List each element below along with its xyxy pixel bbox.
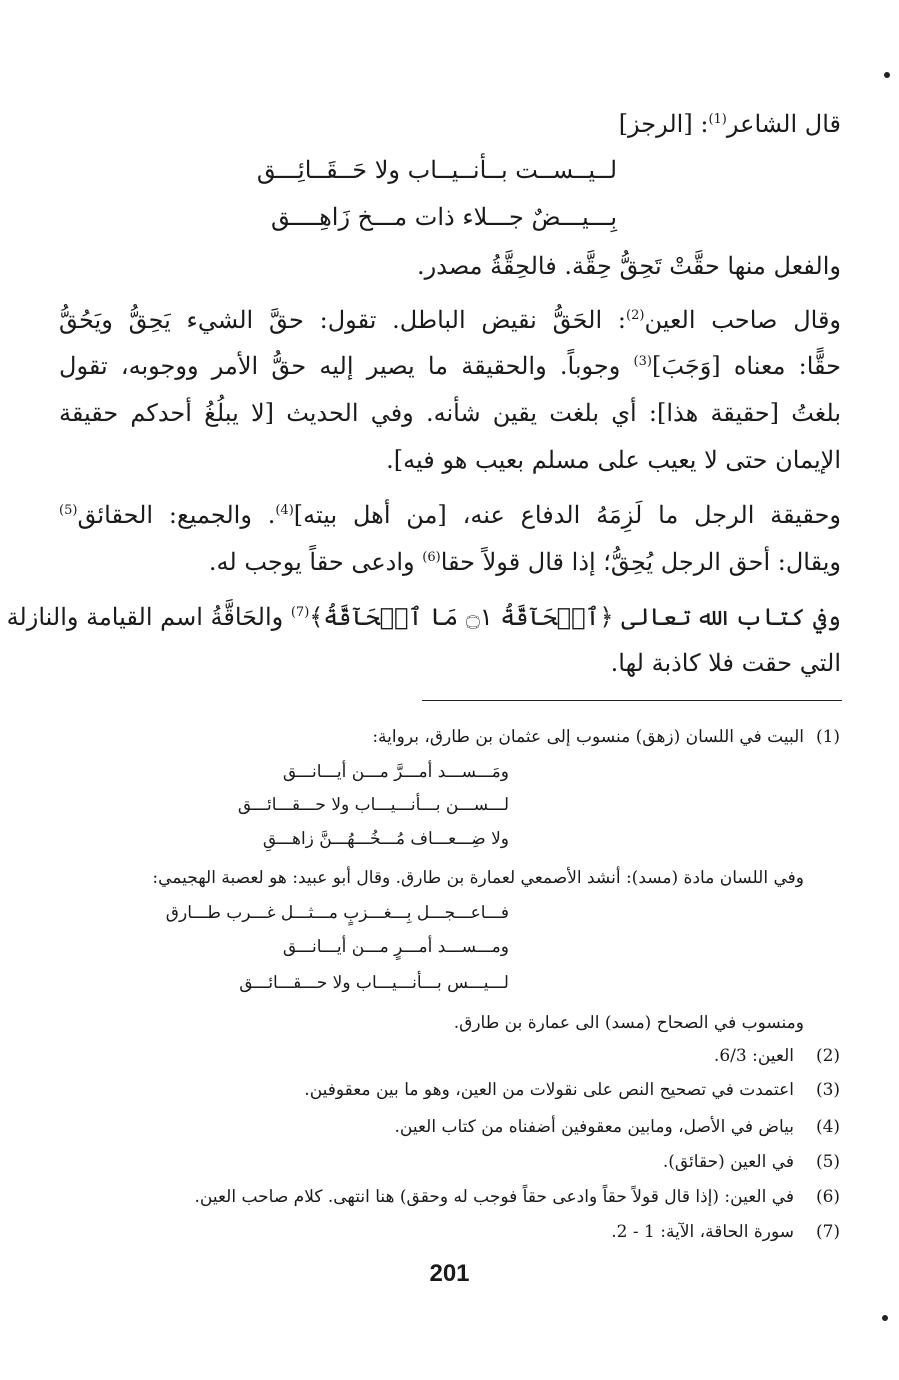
p3-l1-part-a: وحقيقة الرجل ما لَزِمَهُ الدفاع عنه، [من أهل بيته]: [293, 501, 841, 529]
footnote-2-text: العين: 6/3.: [713, 1046, 794, 1066]
footnote-1-text-2: وفي اللسان مادة (مسد): أنشد الأصمعي لعمارة بن طارق. وقال أبو عبيد: هو لعصبة الهجيمي:: [152, 868, 804, 888]
p2-l1-part-a: وقال صاحب العين: [644, 306, 842, 334]
footnote-1-verse-4: فـــاعـــجـــل بِـــغـــزبٍ مـــثـــل غـــرب طـــارق: [165, 903, 509, 923]
scan-mark-bottom: [882, 1315, 888, 1321]
footnote-number-4: (4): [815, 1117, 841, 1137]
footnote-number-6: (6): [815, 1187, 841, 1207]
footnote-ref-3: (3): [633, 354, 652, 369]
footnote-1-verse-5: ومـــســـد أمـــرٍ مـــن أيـــانـــق: [282, 937, 509, 957]
page-number: 201: [429, 1260, 470, 1287]
footnote-1-text: البيت في اللسان (زهق) منسوب إلى عثمان بن طارق، برواية:: [372, 727, 804, 747]
footnote-ref-5: (5): [59, 503, 78, 518]
poet-meter: : [الرجز]: [618, 110, 709, 138]
paragraph-2-line-2: [59, 352, 841, 380]
footnote-ref-2: (2): [626, 308, 645, 323]
p3-l2-part-b: وادعى حقاً يوجب له.: [208, 548, 423, 576]
footnote-ref-7: (7): [290, 605, 310, 620]
scan-mark-top: [884, 72, 890, 78]
footnote-1-verse-1: ومَـــســـد أمـــرَّ مـــن أيـــانـــق: [282, 762, 509, 782]
footnote-number-1: (1): [815, 727, 841, 747]
p4-l1-part-b: والحَاقَّةُ اسم القيامة والنازلة: [6, 603, 291, 631]
footnote-1-verse-3: ولا ضِـــعـــاف مُـــخُـــهُـــنَّ زاهـــقِ: [262, 829, 509, 849]
p4-l1-part-a: وفي كتاب الله تعالى ﴿ٱلۡحَآقَّةُ ۝١ مَا ٱلۡحَآقَّةُ﴾: [309, 603, 841, 631]
footnote-number-5: (5): [815, 1152, 841, 1172]
footnote-7-text: سورة الحاقة، الآية: 1 - 2.: [611, 1222, 794, 1242]
footnote-ref-4: (4): [275, 503, 294, 518]
paragraph-2-line-4: الإيمان حتى لا يعيب على مسلم بعيب هو فيه].: [386, 446, 841, 474]
p2-l2-part-b: وجوباً. والحقيقة ما يصير إليه حقُّ الأمر ووجوبه، تقول: [59, 352, 634, 380]
p2-l2-part-a: حقًّا: معناه [وَجَبَ]: [651, 352, 841, 380]
p2-l1-part-b: : الحَقُّ نقيض الباطل. تقول: حقَّ الشيء يَحِقُّ ويَحُقُّ: [59, 306, 627, 334]
paragraph-2-line-1: [59, 306, 841, 334]
footnote-6-text: في العين: (إذا قال قولاً حقاً وادعى حقاً فوجب له وحقق) هنا انتهى. كلام صاحب العين.: [194, 1187, 794, 1207]
footnote-ref-6: (6): [422, 550, 441, 565]
footnote-4-text: بياض في الأصل، ومابين معقوفين أضفناه من كتاب العين.: [394, 1117, 794, 1137]
footnote-1-verse-2: لـــســـن بـــأنـــيـــاب ولا حـــقـــائـــق: [237, 795, 509, 815]
verse-line-1: لــيــســت بــأنــيــاب ولا حَــقَــائِـــق: [256, 156, 617, 184]
poet-intro-text: قال الشاعر: [726, 110, 841, 138]
footnote-5-text: في العين (حقائق).: [662, 1152, 794, 1172]
poet-intro: [619, 110, 841, 138]
footnote-3-text: اعتمدت في تصحيح النص على نقولات من العين، وهو ما بين معقوفين.: [304, 1080, 794, 1100]
p3-l2-part-a: ويقال: أحق الرجل يُحِقُّ؛ إذا قال قولاً حقا: [440, 548, 841, 576]
footnote-number-7: (7): [815, 1222, 841, 1242]
footnote-1-verse-6: لـــيـــس بـــأنـــيـــاب ولا حـــقـــائـــق: [239, 973, 509, 993]
footnote-ref-1: (1): [708, 112, 727, 127]
footnote-1-text-3: ومنسوب في الصحاح (مسد) الى عمارة بن طارق.: [453, 1013, 804, 1033]
paragraph-4-line-1: [6, 603, 841, 631]
p3-l1-part-b: . والجميع: الحقائق: [77, 501, 276, 529]
footnote-number-2: (2): [815, 1046, 841, 1066]
verb-line: والفعل منها حقَّتْ تَحِقُّ حِقَّة. فالحِقَّةُ مصدر.: [417, 252, 841, 280]
paragraph-3-line-2: [59, 548, 841, 576]
paragraph-2-line-3: بلغتُ [حقيقة هذا]: أي بلغت يقين شأنه. وفي الحديث [لا يبلُغُ أحدكم حقيقة: [59, 399, 841, 427]
footnote-separator: [422, 700, 842, 701]
paragraph-4-line-2: التي حقت فلا كاذبة لها.: [610, 649, 841, 677]
verse-line-2: بِـــيـــضٌ جـــلاء ذات مـــخ زَاهِــــق: [270, 203, 617, 231]
footnote-number-3: (3): [815, 1080, 841, 1100]
paragraph-3-line-1: [59, 501, 841, 529]
